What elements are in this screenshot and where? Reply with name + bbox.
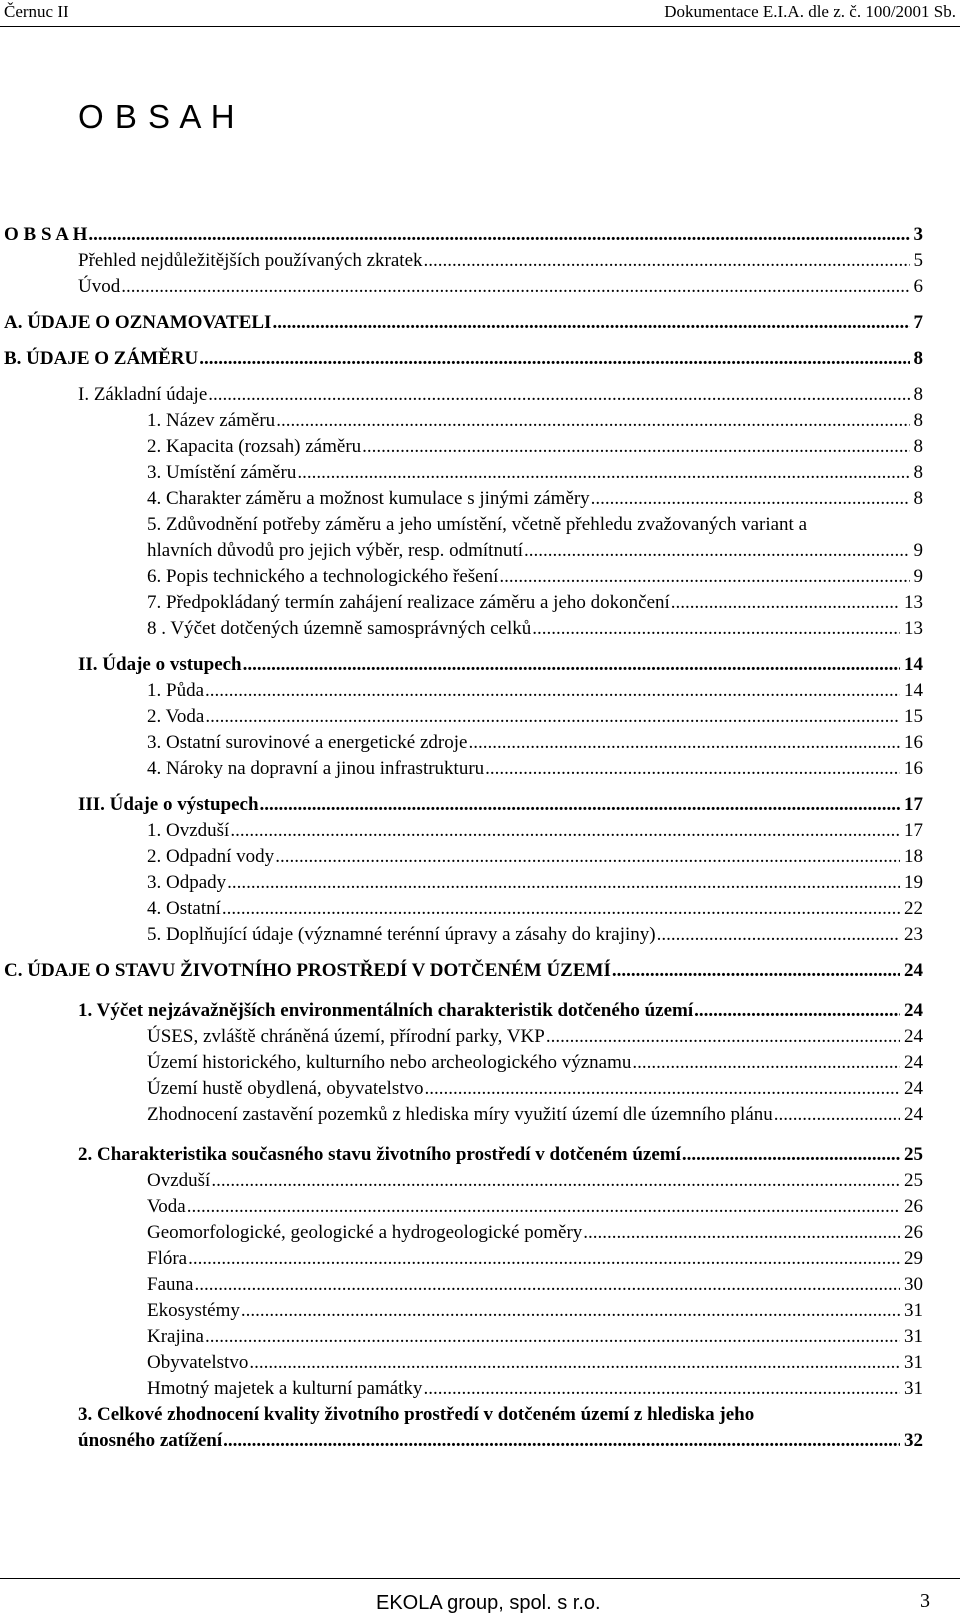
- toc-entry-page: 31: [904, 1300, 923, 1321]
- toc-entry-label: 3. Ostatní surovinové a energetické zdroje: [147, 732, 468, 753]
- toc-leader: [211, 1168, 900, 1194]
- toc-entry[interactable]: [78, 1142, 923, 1168]
- toc-entry-label: 8 . Výčet dotčených územně samosprávných celků: [147, 618, 532, 639]
- toc-entry-label: Ekosystémy: [147, 1300, 240, 1321]
- toc-entry-page: 18: [904, 846, 923, 867]
- toc-entry-label: 1. Výčet nejzávažnějších environmentálních charakteristik dotčeného území: [78, 1000, 694, 1021]
- toc-entry-page: 24: [904, 1052, 923, 1073]
- toc-entry-label: 7. Předpokládaný termín zahájení realizace záměru a jeho dokončení: [147, 592, 670, 613]
- toc-entry-page: 24: [904, 1104, 923, 1125]
- toc-entry-label: Flóra: [147, 1248, 188, 1269]
- toc-entry-label: hlavních důvodů pro jejich výběr, resp. odmítnutí: [147, 540, 524, 561]
- toc-leader: [468, 730, 900, 756]
- toc-entry-label: Voda: [147, 1196, 186, 1217]
- toc-entry-page: 13: [904, 618, 923, 639]
- toc-entry-page: 31: [904, 1378, 923, 1399]
- toc-leader: [121, 274, 909, 300]
- toc-leader: [362, 434, 909, 460]
- toc-entry-label: Fauna: [147, 1274, 194, 1295]
- toc-entry[interactable]: [147, 590, 923, 616]
- toc-leader: [499, 564, 909, 590]
- toc-entry-page: 16: [904, 732, 923, 753]
- footer-divider: [0, 1578, 960, 1579]
- toc-entry-label: II. Údaje o vstupech: [78, 654, 242, 675]
- toc-entry[interactable]: [147, 1246, 923, 1272]
- toc-entry[interactable]: [147, 1376, 923, 1402]
- toc-leader: [241, 1298, 900, 1324]
- toc-entry-label: 2. Voda: [147, 706, 205, 727]
- toc-leader: [205, 1324, 900, 1350]
- toc-entry-label: Obyvatelstvo: [147, 1352, 249, 1373]
- toc-entry-label: A. ÚDAJE O OZNAMOVATELI: [4, 312, 272, 333]
- toc-entry[interactable]: [147, 818, 923, 844]
- toc-entry-label: 1. Ovzduší: [147, 820, 230, 841]
- toc-entry[interactable]: [147, 1350, 923, 1376]
- toc-entry-page: 7: [913, 312, 923, 333]
- toc-entry-label: Přehled nejdůležitějších používaných zkratek: [78, 250, 423, 271]
- toc-leader: [276, 408, 909, 434]
- toc-entry-page: 8: [913, 384, 923, 405]
- toc-entry-label: Geomorfologické, geologické a hydrogeologické poměry: [147, 1222, 583, 1243]
- toc-entry[interactable]: [147, 538, 923, 564]
- toc-entry-page: 14: [904, 680, 923, 701]
- toc-leader: [227, 870, 900, 896]
- toc-entry-page: 32: [904, 1430, 923, 1451]
- toc-leader: [583, 1220, 900, 1246]
- toc-entry[interactable]: [78, 998, 923, 1024]
- toc-entry-label: 4. Ostatní: [147, 898, 221, 919]
- page-header: [0, 0, 960, 27]
- toc-entry-line[interactable]: 3. Celkové zhodnocení kvality životního prostředí v dotčeném území z hlediska jeho: [78, 1404, 755, 1425]
- toc-entry[interactable]: [147, 1298, 923, 1324]
- toc-leader: [194, 1272, 900, 1298]
- toc-entry-label: Území hustě obydlená, obyvatelstvo: [147, 1078, 424, 1099]
- toc-entry-page: 8: [913, 436, 923, 457]
- toc-entry-page: 9: [913, 540, 923, 561]
- toc-entry[interactable]: [147, 730, 923, 756]
- toc-entry-label: 2. Charakteristika současného stavu životního prostředí v dotčeném území: [78, 1144, 681, 1165]
- toc-entry-page: 17: [904, 820, 923, 841]
- toc-entry[interactable]: [147, 564, 923, 590]
- toc-leader: [297, 460, 909, 486]
- toc-entry-page: 30: [904, 1274, 923, 1295]
- toc-leader: [532, 616, 900, 642]
- toc-entry[interactable]: [4, 346, 923, 372]
- toc-entry[interactable]: [147, 1324, 923, 1350]
- toc-leader: [187, 1194, 900, 1220]
- toc-entry-page: 24: [904, 1078, 923, 1099]
- toc-entry-label: C. ÚDAJE O STAVU ŽIVOTNÍHO PROSTŘEDÍ V DOTČENÉM ÚZEMÍ: [4, 960, 611, 981]
- toc-leader: [88, 222, 909, 248]
- toc-entry-page: 31: [904, 1352, 923, 1373]
- toc-entry[interactable]: [147, 1050, 923, 1076]
- toc-entry-page: 9: [913, 566, 923, 587]
- toc-entry[interactable]: [4, 222, 923, 248]
- toc-entry-page: 8: [913, 462, 923, 483]
- toc-entry-page: 16: [904, 758, 923, 779]
- toc-entry[interactable]: [147, 1220, 923, 1246]
- toc-entry-label: O B S A H: [4, 224, 88, 245]
- toc-entry-label: 2. Odpadní vody: [147, 846, 275, 867]
- toc-entry-page: 29: [904, 1248, 923, 1269]
- toc-entry-page: 26: [904, 1222, 923, 1243]
- toc-leader: [272, 310, 909, 336]
- toc-entry-page: 19: [904, 872, 923, 893]
- toc-entry-page: 31: [904, 1326, 923, 1347]
- toc-entry[interactable]: [147, 678, 923, 704]
- toc-entry[interactable]: [147, 1076, 923, 1102]
- toc-entry-label: ÚSES, zvláště chráněná území, přírodní parky, VKP: [147, 1026, 545, 1047]
- toc-entry[interactable]: [147, 704, 923, 730]
- toc-entry-label: III. Údaje o výstupech: [78, 794, 259, 815]
- toc-entry[interactable]: [4, 958, 923, 984]
- toc-leader: [205, 678, 900, 704]
- toc-entry-label: 3. Odpady: [147, 872, 227, 893]
- toc-entry-label: Krajina: [147, 1326, 204, 1347]
- toc-entry-label: 6. Popis technického a technologického řešení: [147, 566, 499, 587]
- toc-entry[interactable]: [147, 922, 923, 948]
- toc-leader: [694, 998, 900, 1024]
- toc-leader: [188, 1246, 900, 1272]
- toc-entry[interactable]: [147, 434, 923, 460]
- toc-entry-label: B. ÚDAJE O ZÁMĚRU: [4, 348, 199, 369]
- toc-entry-label: 1. Název záměru: [147, 410, 276, 431]
- toc-leader: [524, 538, 909, 564]
- toc-entry[interactable]: [147, 1102, 923, 1128]
- toc-entry-page: 15: [904, 706, 923, 727]
- toc-entry[interactable]: [78, 274, 923, 300]
- toc-entry[interactable]: [147, 486, 923, 512]
- toc-entry-page: 8: [913, 348, 923, 369]
- toc-entry-page: 26: [904, 1196, 923, 1217]
- toc-leader: [208, 382, 909, 408]
- toc-entry-label: 2. Kapacita (rozsah) záměru: [147, 436, 362, 457]
- header-document-title: Dokumentace E.I.A. dle z. č. 100/2001 Sb.: [664, 2, 956, 21]
- toc-entry-page: 8: [913, 410, 923, 431]
- toc-entry[interactable]: [78, 792, 923, 818]
- toc-entry[interactable]: [78, 1428, 923, 1454]
- header-project-name: Černuc II: [4, 2, 69, 21]
- toc-leader: [249, 1350, 900, 1376]
- toc-entry-label: 4. Charakter záměru a možnost kumulace s jinými záměry: [147, 488, 590, 509]
- toc-leader: [657, 922, 900, 948]
- toc-leader: [632, 1050, 900, 1076]
- toc-entry-page: 25: [904, 1170, 923, 1191]
- toc-entry[interactable]: [147, 460, 923, 486]
- toc-entry-page: 13: [904, 592, 923, 613]
- toc-entry-page: 3: [913, 224, 923, 245]
- toc-entry-label: 5. Doplňující údaje (významné terénní úpravy a zásahy do krajiny): [147, 924, 656, 945]
- toc-entry-page: 17: [904, 794, 923, 815]
- toc-leader: [591, 486, 910, 512]
- toc-entry-page: 5: [913, 250, 923, 271]
- toc-leader: [199, 346, 909, 372]
- toc-entry[interactable]: [147, 844, 923, 870]
- toc-entry[interactable]: [78, 248, 923, 274]
- toc-leader: [205, 704, 900, 730]
- toc-entry[interactable]: [147, 1194, 923, 1220]
- toc-entry-page: 8: [913, 488, 923, 509]
- toc-entry-label: Hmotný majetek a kulturní památky: [147, 1378, 423, 1399]
- toc-entry-label: 3. Umístění záměru: [147, 462, 297, 483]
- toc-entry[interactable]: [4, 310, 923, 336]
- toc-entry[interactable]: [147, 870, 923, 896]
- toc-entry[interactable]: [147, 1024, 923, 1050]
- toc-entry-page: 24: [904, 1026, 923, 1047]
- toc-leader: [682, 1142, 900, 1168]
- toc-entry-label: Zhodnocení zastavění pozemků z hlediska míry využití území dle územního plánu: [147, 1104, 773, 1125]
- toc-entry[interactable]: [78, 382, 923, 408]
- toc-entry-page: 24: [904, 960, 923, 981]
- toc-entry[interactable]: [147, 1272, 923, 1298]
- toc-leader: [424, 248, 910, 274]
- toc-entry-line[interactable]: 5. Zdůvodnění potřeby záměru a jeho umístění, včetně přehledu zvažovaných variant a: [147, 514, 807, 535]
- footer-company: EKOLA group, spol. s r.o.: [376, 1592, 601, 1614]
- toc-leader: [243, 652, 900, 678]
- toc-leader: [485, 756, 900, 782]
- toc-entry-page: 6: [913, 276, 923, 297]
- toc-entry-label: I. Základní údaje: [78, 384, 208, 405]
- toc-leader: [671, 590, 900, 616]
- toc-entry-label: Území historického, kulturního nebo archeologického významu: [147, 1052, 632, 1073]
- toc-entry-page: 24: [904, 1000, 923, 1021]
- toc-entry-page: 23: [904, 924, 923, 945]
- toc-leader: [260, 792, 900, 818]
- toc-leader: [222, 896, 900, 922]
- toc-entry-label: Ovzduší: [147, 1170, 211, 1191]
- toc-entry-label: 4. Nároky na dopravní a jinou infrastrukturu: [147, 758, 485, 779]
- footer-page-number: 3: [920, 1590, 930, 1612]
- toc-leader: [423, 1376, 900, 1402]
- toc-entry[interactable]: [78, 652, 923, 678]
- toc-leader: [425, 1076, 901, 1102]
- page-title: O B S A H: [78, 98, 236, 135]
- toc-leader: [774, 1102, 900, 1128]
- toc-entry[interactable]: [147, 616, 923, 642]
- toc-leader: [275, 844, 900, 870]
- toc-entry[interactable]: [147, 1168, 923, 1194]
- toc-entry[interactable]: [147, 756, 923, 782]
- toc-entry-label: Úvod: [78, 276, 121, 297]
- toc-leader: [612, 958, 900, 984]
- toc-entry[interactable]: [147, 896, 923, 922]
- toc-leader: [223, 1428, 900, 1454]
- toc-entry[interactable]: [147, 408, 923, 434]
- toc-entry-label: únosného zatížení: [78, 1430, 223, 1451]
- toc-entry-page: 14: [904, 654, 923, 675]
- toc-entry-page: 22: [904, 898, 923, 919]
- toc-entry-page: 25: [904, 1144, 923, 1165]
- toc-entry-label: 1. Půda: [147, 680, 204, 701]
- toc-leader: [546, 1024, 900, 1050]
- toc-leader: [230, 818, 900, 844]
